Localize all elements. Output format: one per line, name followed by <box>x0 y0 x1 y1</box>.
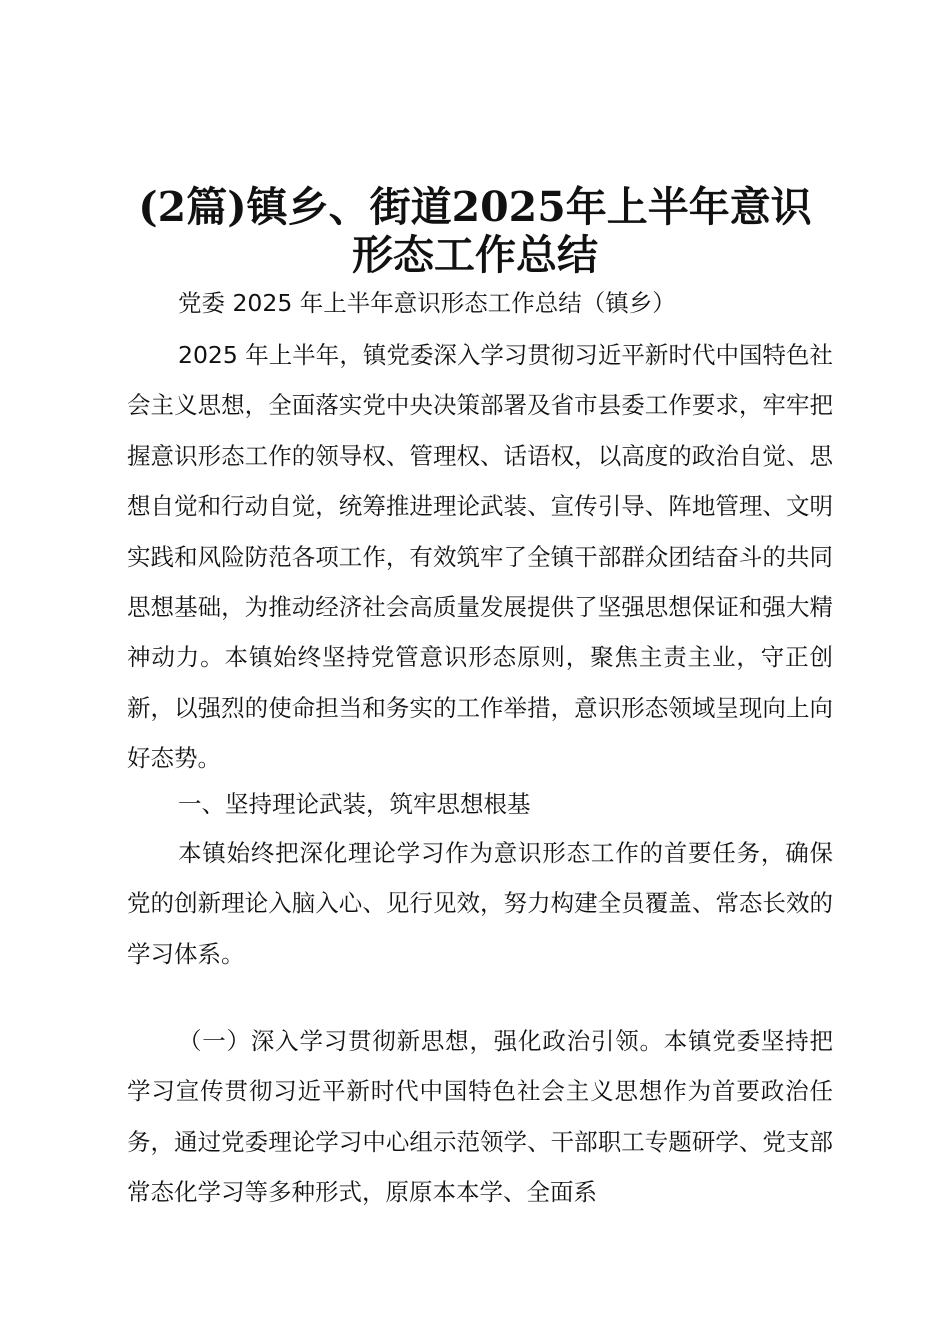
document-title-line-1: (2篇)镇乡、街道2025年上半年意识 <box>138 183 812 231</box>
paragraph-section1-item1: （一）深入学习贯彻新思想，强化政治引领。本镇党委坚持把学习宣传贯彻习近平新时代中国特色社会主义思想作为首要政治任务，通过党委理论学习中心组示范领学、干部职工专题研学、党支部常态化学习等多种形式，原原本本学、全面系 <box>127 1027 833 1207</box>
section-heading-1: 一、坚持理论武装，筑牢思想根基 <box>178 790 531 818</box>
document-title-line-2: 形态工作总结 <box>352 231 598 279</box>
paragraph-section1-intro: 本镇始终把深化理论学习作为意识形态工作的首要任务，确保党的创新理论入脑入心、见行见效，努力构建全员覆盖、常态长效的学习体系。 <box>127 839 833 968</box>
paragraph-intro: 2025 年上半年，镇党委深入学习贯彻习近平新时代中国特色社会主义思想，全面落实党中央决策部署及省市县委工作要求，牢牢把握意识形态工作的领导权、管理权、话语权，以高度的政治自觉、思想自觉和行动自觉，统筹推进理论武装、宣传引导、阵地管理、文明实践和风险防范各项工作，有效筑牢了全镇干部群众团结奋斗的共同思想基础，为推动经济社会高质量发展提供了坚强思想保证和强大精神动力。本镇始终坚持党管意识形态原则，聚焦主责主业，守正创新，以强烈的使命担当和务实的工作举措，意识形态领域呈现向上向好态势。 <box>127 341 833 773</box>
document-subtitle: 党委 2025 年上半年意识形态工作总结（镇乡） <box>178 289 676 317</box>
